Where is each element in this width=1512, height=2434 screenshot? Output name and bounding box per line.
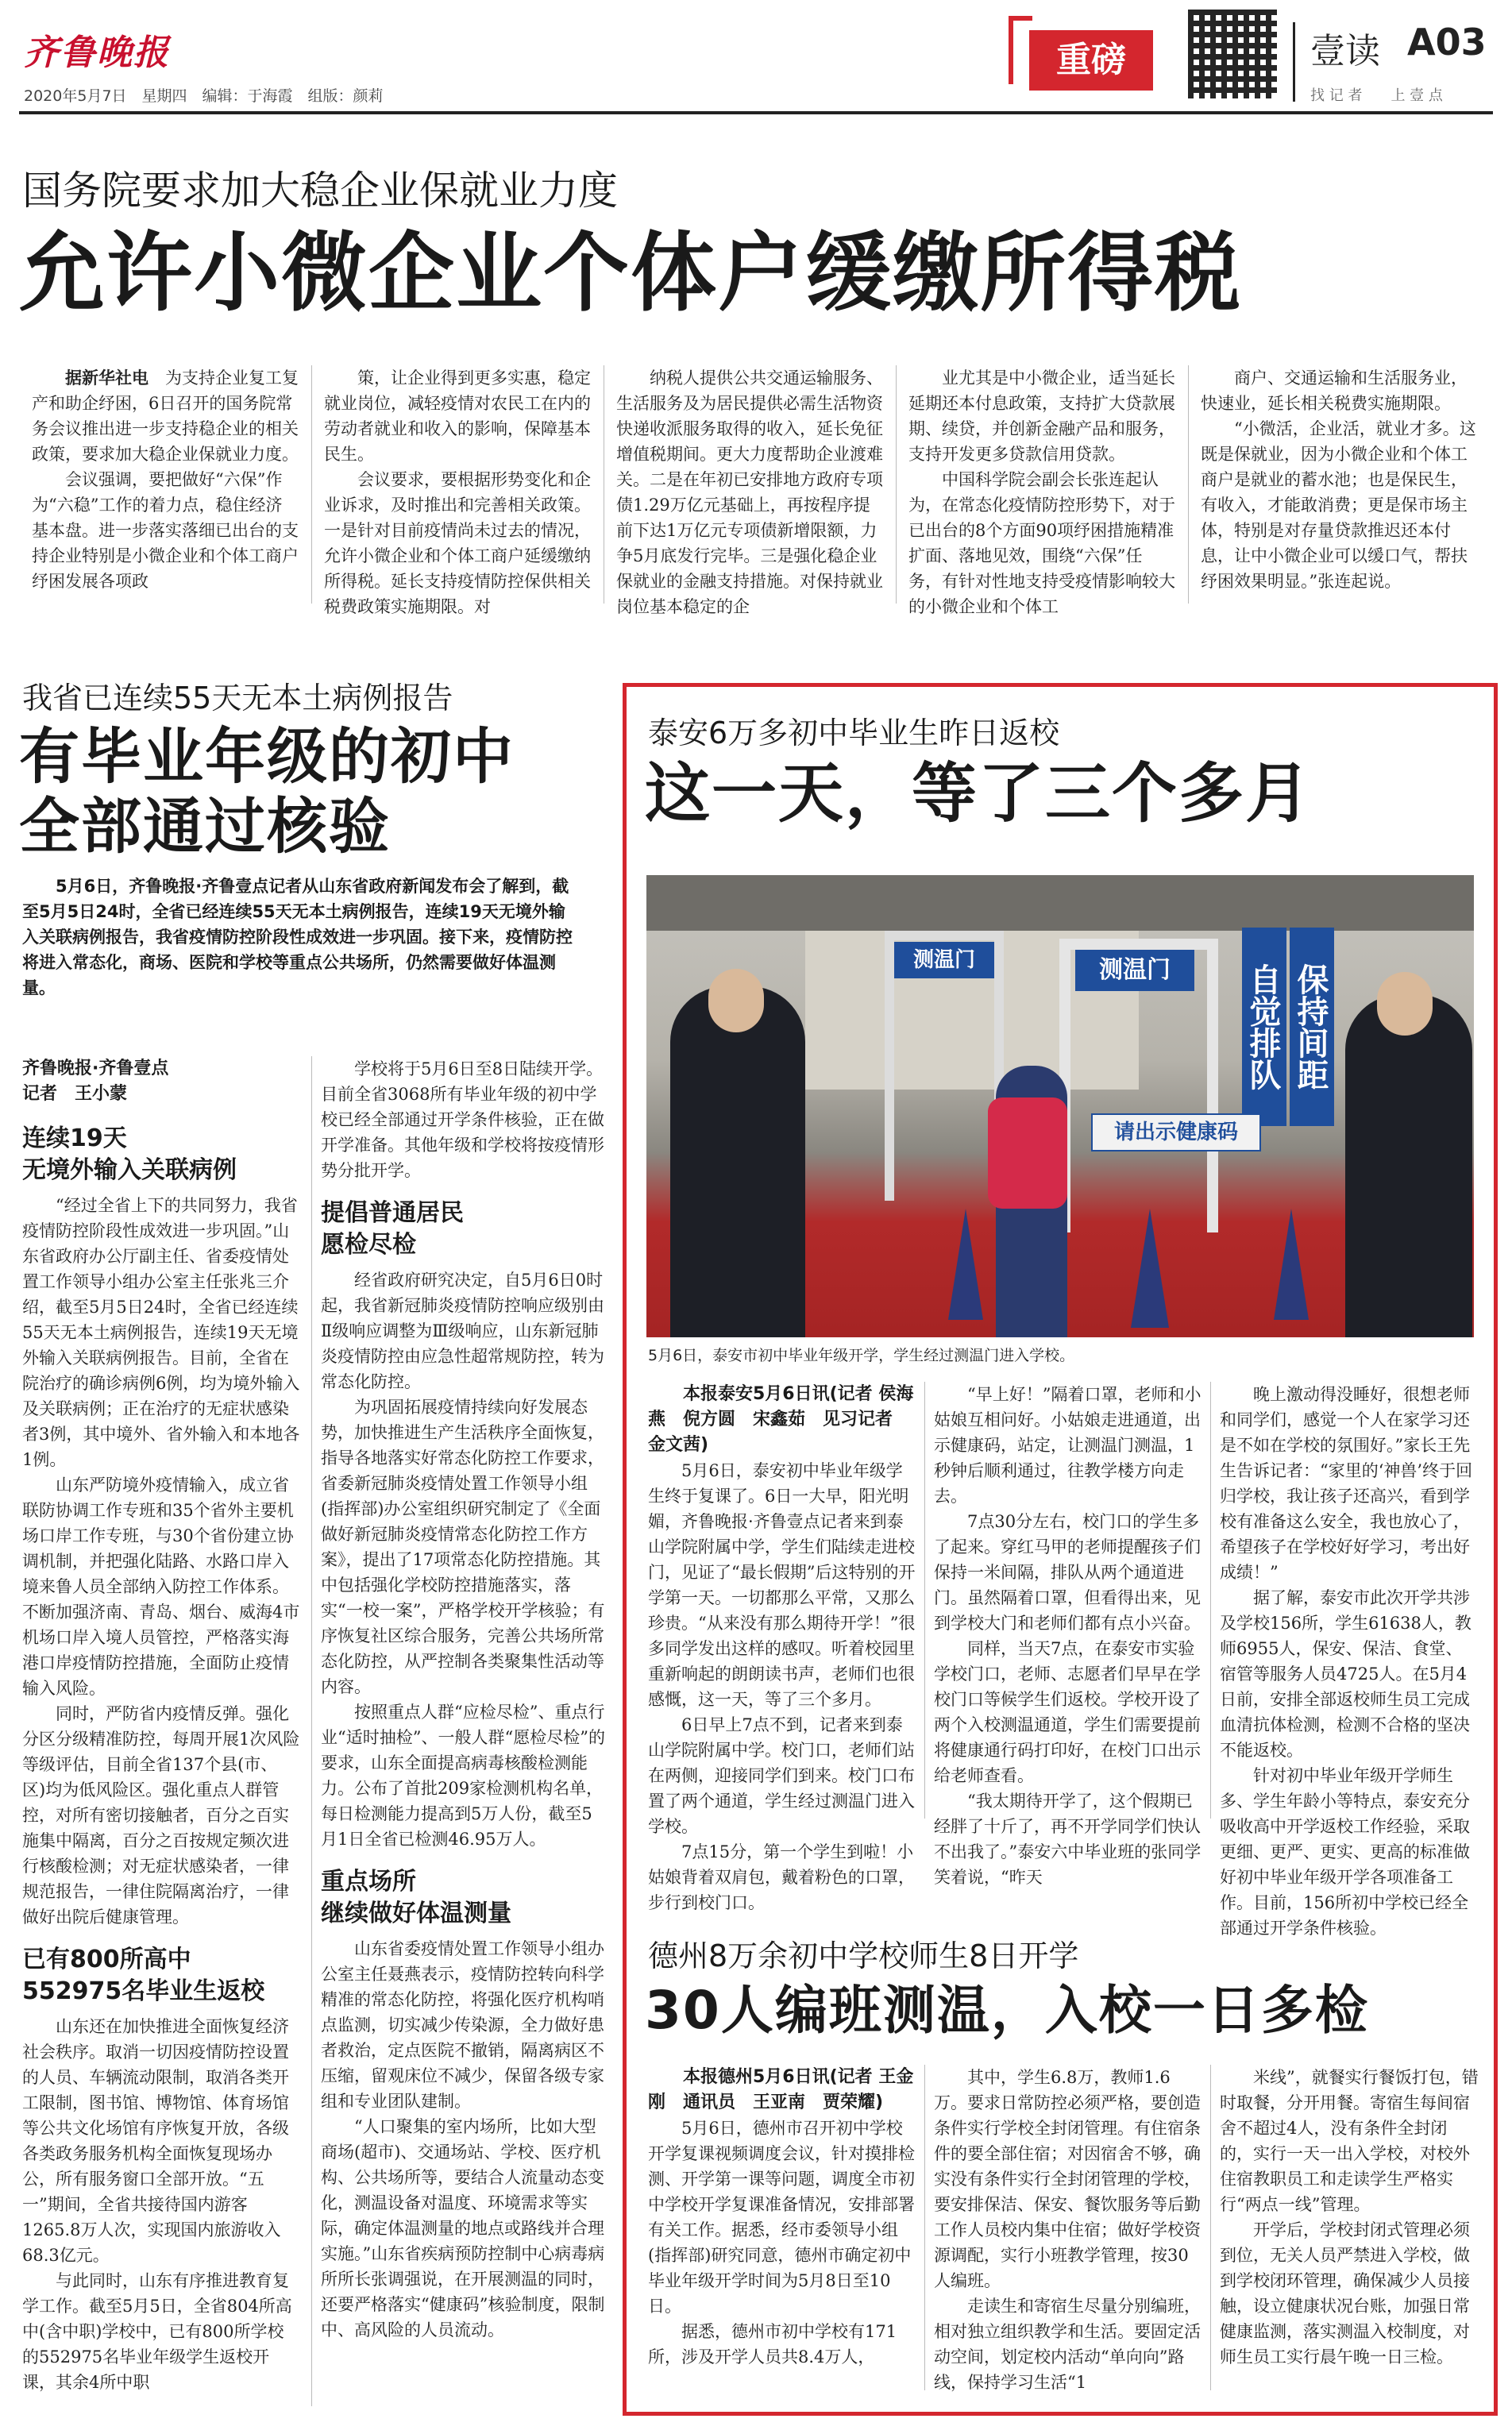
distance-sign-text: 保持间距 <box>1292 963 1329 1090</box>
story1-paragraph: 纳税人提供公共交通运输服务、生活服务及为居民提供必需生活物资快递收派服务取得的收入，延长免征增值税期间。更大力度帮助企业渡难关。二是在年初已安排地方政府专项债1.29万亿元基础上，再按程序提前下达1万亿元专项债新增限额，力争5月底发行完毕。三是强化稳企业保就业的金融支持措施。对保持就业岗位基本稳定的企 <box>616 368 883 616</box>
story4-column-1 <box>648 2065 916 2398</box>
section-name: 壹读 <box>1310 31 1380 71</box>
story1-column-4 <box>908 365 1175 616</box>
story4-paragraph: 据悉，德州市初中学校有171所，涉及开学人员共8.4万人， <box>648 2322 897 2366</box>
section-tag-label: 重磅 <box>1056 40 1126 80</box>
story2-byline-reporter: 记者 王小蒙 <box>22 1084 128 1104</box>
temp-gate-label-2: 测温门 <box>912 948 975 972</box>
story2-paragraph: 山东还在加快推进全面恢复经济社会秩序。取消一切因疫情防控设置的人员、车辆流动限制，取消各类开工限制，图书馆、博物馆、体育场馆等公共文化场馆有序恢复开放，各级各类政务服务机构全面恢复现场办公，所有服务窗口全部开放。“五一”期间，全省共接待国内游客1265.8万人次，实现国内旅游收入68.3亿元。 <box>22 2017 289 2265</box>
story-dezhou-reopening <box>635 1930 1485 2406</box>
story3-paragraph: “我太期待开学了，这个假期已经胖了十斤了，再不开学同学们快认不出我了。”泰安六中毕业班的张同学笑着说，“昨天 <box>934 1792 1202 1887</box>
subhead-voluntary-testing: 愿检尽检 <box>321 1231 416 1259</box>
subhead-no-imported: 连续19天 <box>22 1124 127 1152</box>
column-divider <box>924 2065 925 2390</box>
story4-paragraph: 开学后，学校封闭式管理必须到位，无关人员严禁进入学校，做到学校闭环管理，确保减少人员接触，设立健康状况台账，加强日常健康监测，落实测温入校制度，对师生员工实行晨午晚一日三检。 <box>1220 2220 1470 2366</box>
story2-lead <box>22 874 578 1029</box>
story1-column-5 <box>1201 365 1480 611</box>
news-photo <box>646 875 1474 1337</box>
story4-paragraph: 米线”，就餐实行餐饭打包，错时取餐，分开用餐。寄宿生每间宿舍不超过4人，没有条件全封闭的，实行一天一出入学校，对校外住宿教职员工和走读学生严格实行“两点一线”管理。 <box>1220 2068 1479 2214</box>
column-divider <box>311 365 312 604</box>
traffic-cone <box>1274 1209 1309 1320</box>
page-number: A03 <box>1407 21 1487 64</box>
story3-paragraph: 同样，当天7点，在泰安市实验学校门口，老师、志愿者们早早在学校门口等候学生们返校。学校开设了两个入校测温通道，学生们需要提前将健康通行码打印好，在校门口出示给老师查看。 <box>934 1639 1201 1785</box>
photo-caption: 5月6日，泰安市初中毕业年级开学，学生经过测温门进入学校。 <box>648 1347 1075 1364</box>
story3-column-1 <box>648 1382 916 1912</box>
masthead-rule <box>19 111 1493 114</box>
section-tag <box>1029 30 1153 91</box>
story4-title: 30人编班测温，入校一日多检 <box>645 1980 1369 2041</box>
subhead-no-imported: 无境外输入关联病例 <box>22 1156 237 1184</box>
story3-paragraph: 7点30分左右，校门口的学生多了起来。穿红马甲的老师提醒孩子们保持一米间隔，排队从两个通道进门。虽然隔着口罩，但看得出来，见到学校大门和老师们都有点小兴奋。 <box>934 1512 1201 1633</box>
story2-paragraph: “人口聚集的室内场所，比如大型商场(超市)、交通场站、学校、医疗机构、公共场所等，要结合人流量动态变化，测温设备对温度、环境需求等实际，确定体温测量的地点或路线并合理实施。”山东省疾病预防控制中心病毒病所所长张调强说，在开展测温的同时，还要严格落实“健康码”核验制度，限制中、高风险的人员流动。 <box>321 2117 605 2339</box>
story3-paragraph: 据了解，泰安市此次开学共涉及学校156所，学生61638人，教师6955人，保安、保洁、食堂、宿管等服务人员4725人。在5月4日前，安排全部返校师生员工完成血清抗体检测，检测不合格的坚决不能返校。 <box>1220 1588 1472 1760</box>
story2-column-2 <box>321 1056 607 2422</box>
story2-title-line2: 全部通过核验 <box>19 791 391 862</box>
subhead-temperature: 重点场所 <box>321 1868 416 1896</box>
story2-paragraph: 山东严防境外疫情输入，成立省联防协调工作专班和35个省外主要机场口岸工作专班，与30个省份建立协调机制，并把强化陆路、水路口岸入境来鲁人员全部纳入防控工作体系。不断加强济南、青岛、烟台、威海4市机场口岸入境人员管控，严格落实海港口岸疫情防控措施，全面防止疫情输入风险。 <box>22 1475 300 1698</box>
temp-gate-label: 测温门 <box>1099 956 1171 984</box>
security-guard-left-face <box>708 969 764 1032</box>
date-line: 2020年5月7日 星期四 编辑：于海霞 组版：颜莉 <box>24 87 384 105</box>
story2-column-1 <box>22 1056 300 2422</box>
story1-paragraph: 策，让企业得到更多实惠，稳定就业岗位，减轻疫情对农民工在内的劳动者就业和收入的影响，保障基本民生。 <box>324 368 591 464</box>
masthead-divider <box>1293 22 1295 102</box>
story3-column-2 <box>934 1382 1202 1887</box>
story2-paragraph: 同时，严防省内疫情反弹。强化分区分级精准防控，每周开展1次风险等级评估，目前全省137个县(市、区)均为低风险区。强化重点人群管控，对所有密切接触者，百分之百实施集中隔离，百分之百按规定频次进行核酸检测；对无症状感染者，一律规范报告，一律住院隔离治疗，一律做好出院后健康管理。 <box>22 1704 300 1927</box>
story2-paragraph: 山东省委疫情处置工作领导小组办公室主任聂燕表示，疫情防控转向科学精准的常态化防控，将强化医疗机构哨点监测，切实减少传染源，全力做好患者救治，定点医院不撤销，隔离病区不压缩，留观床位不减少，保留各级专家组和专业团队建制。 <box>321 1939 604 2111</box>
story1-paragraph: 会议强调，要把做好“六保”作为“六稳”工作的着力点，稳住经济基本盘。进一步落实落细已出台的支持企业特别是小微企业和个体工商户纾困发展各项政 <box>32 470 299 591</box>
queue-sign-text: 自觉排队 <box>1244 963 1281 1090</box>
story-tax-deferral <box>0 127 1512 619</box>
story3-byline: 本报泰安5月6日讯(记者 侯海燕 倪方圆 宋鑫茹 见习记者 金文茜) <box>648 1384 914 1455</box>
security-guard-right <box>1345 994 1472 1337</box>
column-divider <box>1188 365 1189 604</box>
story4-paragraph: 走读生和寄宿生尽量分别编班，相对独立组织教学和生活。要固定活动空间，划定校内活动“单向向”路线，保持学习生活“1 <box>934 2297 1201 2392</box>
story4-kicker: 德州8万余初中学校师生8日开学 <box>648 1938 1079 1973</box>
traffic-cone <box>1131 1209 1169 1328</box>
story1-title: 允许小微企业个体户缓缴所得税 <box>19 224 1243 323</box>
story3-paragraph: 6日早上7点不到，记者来到泰山学院附属中学。校门口，老师们站在两侧，迎接同学们到来。校门口布置了两个通道，学生经过测温门进入学校。 <box>648 1715 915 1836</box>
story2-paragraph: 为巩固拓展疫情持续向好发展态势，加快推进生产生活秩序全面恢复，指导各地落实好常态化防控工作要求，省委新冠肺炎疫情处置工作领导小组(指挥部)办公室组织研究制定了《全面做好新冠肺炎疫情常态化防控工作方案》，提出了17项常态化防控措施。其中包括强化学校防控措施落实，落实“一校一案”，严格学校开学核验；有序恢复社区综合服务，完善公共场所常态化防控，从严控制各类聚集性活动等内容。 <box>321 1398 605 1696</box>
story2-title-line1: 有毕业年级的初中 <box>19 721 515 792</box>
story1-kicker: 国务院要求加大稳企业保就业力度 <box>22 168 618 214</box>
photo-canopy <box>646 875 1474 931</box>
traffic-cone <box>948 1209 983 1320</box>
story4-paragraph: 其中，学生6.8万，教师1.6万。要求日常防控必须严格，要创造条件实行学校全封闭管理。有住宿条件的要全部住宿；对因宿舍不够，确实没有条件实行全封闭管理的学校，要安排保洁、保安、餐饮服务等后勤工作人员校内集中住宿；做好学校资源调配，实行小班教学管理，按30人编班。 <box>934 2068 1201 2290</box>
health-code-sign <box>1091 1113 1261 1151</box>
qr-code-icon <box>1188 10 1277 98</box>
story-taian-return <box>635 691 1485 1946</box>
story1-column-3 <box>616 365 883 616</box>
story3-paragraph: 5月6日，泰安初中毕业年级学生终于复课了。6日一大早，阳光明媚，齐鲁晚报·齐鲁壹点记者来到泰山学院附属中学，学生们陆续走进校门，见证了“最长假期”后这特别的开学第一天。一切都那么平常，又那么珍贵。“从来没有那么期待开学！”很多同学发出这样的感叹。听着校园里重新响起的朗朗读书声，老师们也很感慨，这一天，等了三个多月。 <box>648 1461 916 1709</box>
story4-paragraph: 5月6日，德州市召开初中学校开学复课视频调度会议，针对摸排检测、开学第一课等问题，调度全市初中学校开学复课准备情况，安排部署有关工作。据悉，经市委领导小组(指挥部)研究同意，德州市确定初中毕业年级开学时间为5月8日至10日。 <box>648 2119 915 2316</box>
column-divider <box>311 1056 312 2406</box>
story1-column-1 <box>32 365 299 611</box>
story1-dateline: 据新华社电 <box>65 368 148 388</box>
queue-sign <box>1242 928 1286 1126</box>
column-divider <box>1210 1382 1211 1819</box>
masthead <box>0 0 1512 127</box>
story1-paragraph: 会议要求，要根据形势变化和企业诉求，及时推出和完善相关政策。一是针对目前疫情尚未过去的情况，允许小微企业和个体工商户延缓缴纳所得税。延长支持疫情防控保供相关税费政策实施期限。对 <box>324 470 591 616</box>
column-divider <box>1210 2065 1211 2390</box>
story4-column-2 <box>934 2065 1202 2398</box>
story2-paragraph: 学校将于5月6日至8日陆续开学。目前全省3068所有毕业年级的初中学校已经全部通过开学条件核验，正在做开学准备。其他年级和学校将按疫情形势分批开学。 <box>321 1059 604 1180</box>
story3-paragraph: 7点15分，第一个学生到啦！小姑娘背着双肩包，戴着粉色的口罩，步行到校门口。 <box>648 1842 915 1912</box>
column-divider <box>924 1382 925 1819</box>
student-backpack <box>988 1097 1067 1209</box>
story3-title: 这一天，等了三个多月 <box>645 756 1313 831</box>
story2-paragraph: 按照重点人群“应检尽检”、重点行业“适时抽检”、一般人群“愿检尽检”的要求，山东全面提高病毒核酸检测能力。公布了首批209家检测机构名单，每日检测能力提高到5万人份，截至5月1日全省已检测46.95万人。 <box>321 1703 605 1849</box>
story3-paragraph: 针对初中毕业年级开学师生多、学生年龄小等特点，泰安充分吸收高中开学返校工作经验，采取更细、更严、更实、更高的标准做好初中毕业年级开学各项准备工作。目前，156所初中学校已经全部通过开学条件核验。 <box>1220 1766 1470 1938</box>
story1-paragraph: 业尤其是中小微企业，适当延长延期还本付息政策，支持扩大贷款展期、续贷，并创新金融产品和服务，支持开发更多贷款信用贷款。 <box>908 368 1175 464</box>
story1-paragraph: “小微活，企业活，就业才多。这既是保就业，因为小微企业和个体工商户是就业的蓄水池；也是保民生，有收入，才能敢消费；更是保市场主体，特别是对存量贷款推迟还本付息，让中小微企业可以缓口气，帮扶纾困效果明显。”张连起说。 <box>1201 419 1476 591</box>
story2-paragraph: “经过全省上下的共同努力，我省疫情防控阶段性成效进一步巩固。”山东省政府办公厅副主任、省委疫情处置工作领导小组办公室主任张兆三介绍，截至5月5日24时，全省已经连续55天无本土病例报告，连续19天无境外输入关联病例报告。目前，全省在院治疗的确诊病例6例，均为境外输入及关联病例；正在治疗的无症状感染者3例，其中境外、省外输入和本地各1例。 <box>22 1196 300 1469</box>
newspaper-logo: 齐鲁晚报 <box>24 33 170 73</box>
subhead-high-schools: 已有800所高中 <box>22 1946 191 1973</box>
story2-kicker: 我省已连续55天无本土病例报告 <box>22 681 453 716</box>
story2-paragraph: 经省政府研究决定，自5月6日0时起，我省新冠肺炎疫情防控响应级别由Ⅱ级响应调整为Ⅲ级响应，山东新冠肺炎疫情防控由应急性超常规防控，转为常态化防控。 <box>321 1271 604 1391</box>
temperature-gate-sign <box>1075 950 1194 991</box>
story-epidemic-report <box>0 659 619 2434</box>
column-divider <box>896 365 897 604</box>
slogan: 找 记 者 上 壹 点 <box>1310 87 1443 104</box>
health-code-text: 请出示健康码 <box>1113 1121 1238 1144</box>
story3-paragraph: “早上好！”隔着口罩，老师和小姑娘互相问好。小姑娘走进通道，出示健康码，站定，让测温门测温，1秒钟后顺利通过，往教学楼方向走去。 <box>934 1385 1202 1506</box>
temperature-gate-sign-2 <box>894 942 994 978</box>
story3-kicker: 泰安6万多初中毕业生昨日返校 <box>648 716 1060 750</box>
story4-byline: 本报德州5月6日讯(记者 王金刚 通讯员 王亚南 贾荣耀) <box>648 2067 914 2112</box>
story3-column-3 <box>1220 1382 1479 1938</box>
security-guard-left <box>670 986 805 1337</box>
story1-paragraph: 中国科学院会副会长张连起认为，在常态化疫情防控形势下，对于已出台的8个方面90项纾困措施精准扩面、落地见效，围绕“六保”任务，有针对性地支持受疫情影响较大的小微企业和个体工 <box>908 470 1175 616</box>
story1-column-2 <box>324 365 591 616</box>
subhead-high-schools: 552975名毕业生返校 <box>22 1977 265 2005</box>
subhead-voluntary-testing: 提倡普通居民 <box>321 1199 464 1227</box>
story1-paragraph: 为支持企业复工复产和助企纾困，6日召开的国务院常务会议推出进一步支持稳企业的相关政策，要求加大稳企业保就业力度。 <box>32 368 299 464</box>
story2-lead-text: 5月6日，齐鲁晚报·齐鲁壹点记者从山东省政府新闻发布会了解到，截至5月5日24时，全省已经连续55天无本土病例报告，连续19天无境外输入关联病例报告，我省疫情防控阶段性成效进一步巩固。接下来，疫情防控将进入常态化，商场、医院和学校等重点公共场所，仍然需要做好体温测量。 <box>22 877 573 997</box>
distance-sign <box>1290 928 1334 1126</box>
story2-paragraph: 与此同时，山东有序推进教育复学工作。截至5月5日，全省804所高中(含中职)学校中，已有800所学校的552975名毕业年级学生返校开课，其余4所中职 <box>22 2271 292 2392</box>
story2-byline-org: 齐鲁晚报·齐鲁壹点 <box>22 1059 169 1078</box>
story4-column-3 <box>1220 2065 1479 2398</box>
story3-paragraph: 晚上激动得没睡好，很想老师和同学们，感觉一个人在家学习还是不如在学校的氛围好。”家长王先生告诉记者：“家里的‘神兽’终于回归学校，我让孩子还高兴，看到学校有准备这么安全，我也放心了，希望孩子在学校好好学习，考出好成绩！” <box>1220 1385 1473 1582</box>
security-guard-right-face <box>1377 972 1433 1036</box>
subhead-temperature: 继续做好体温测量 <box>321 1900 511 1927</box>
story1-paragraph: 商户、交通运输和生活服务业，快速业，延长相关税费实施期限。 <box>1201 368 1468 413</box>
